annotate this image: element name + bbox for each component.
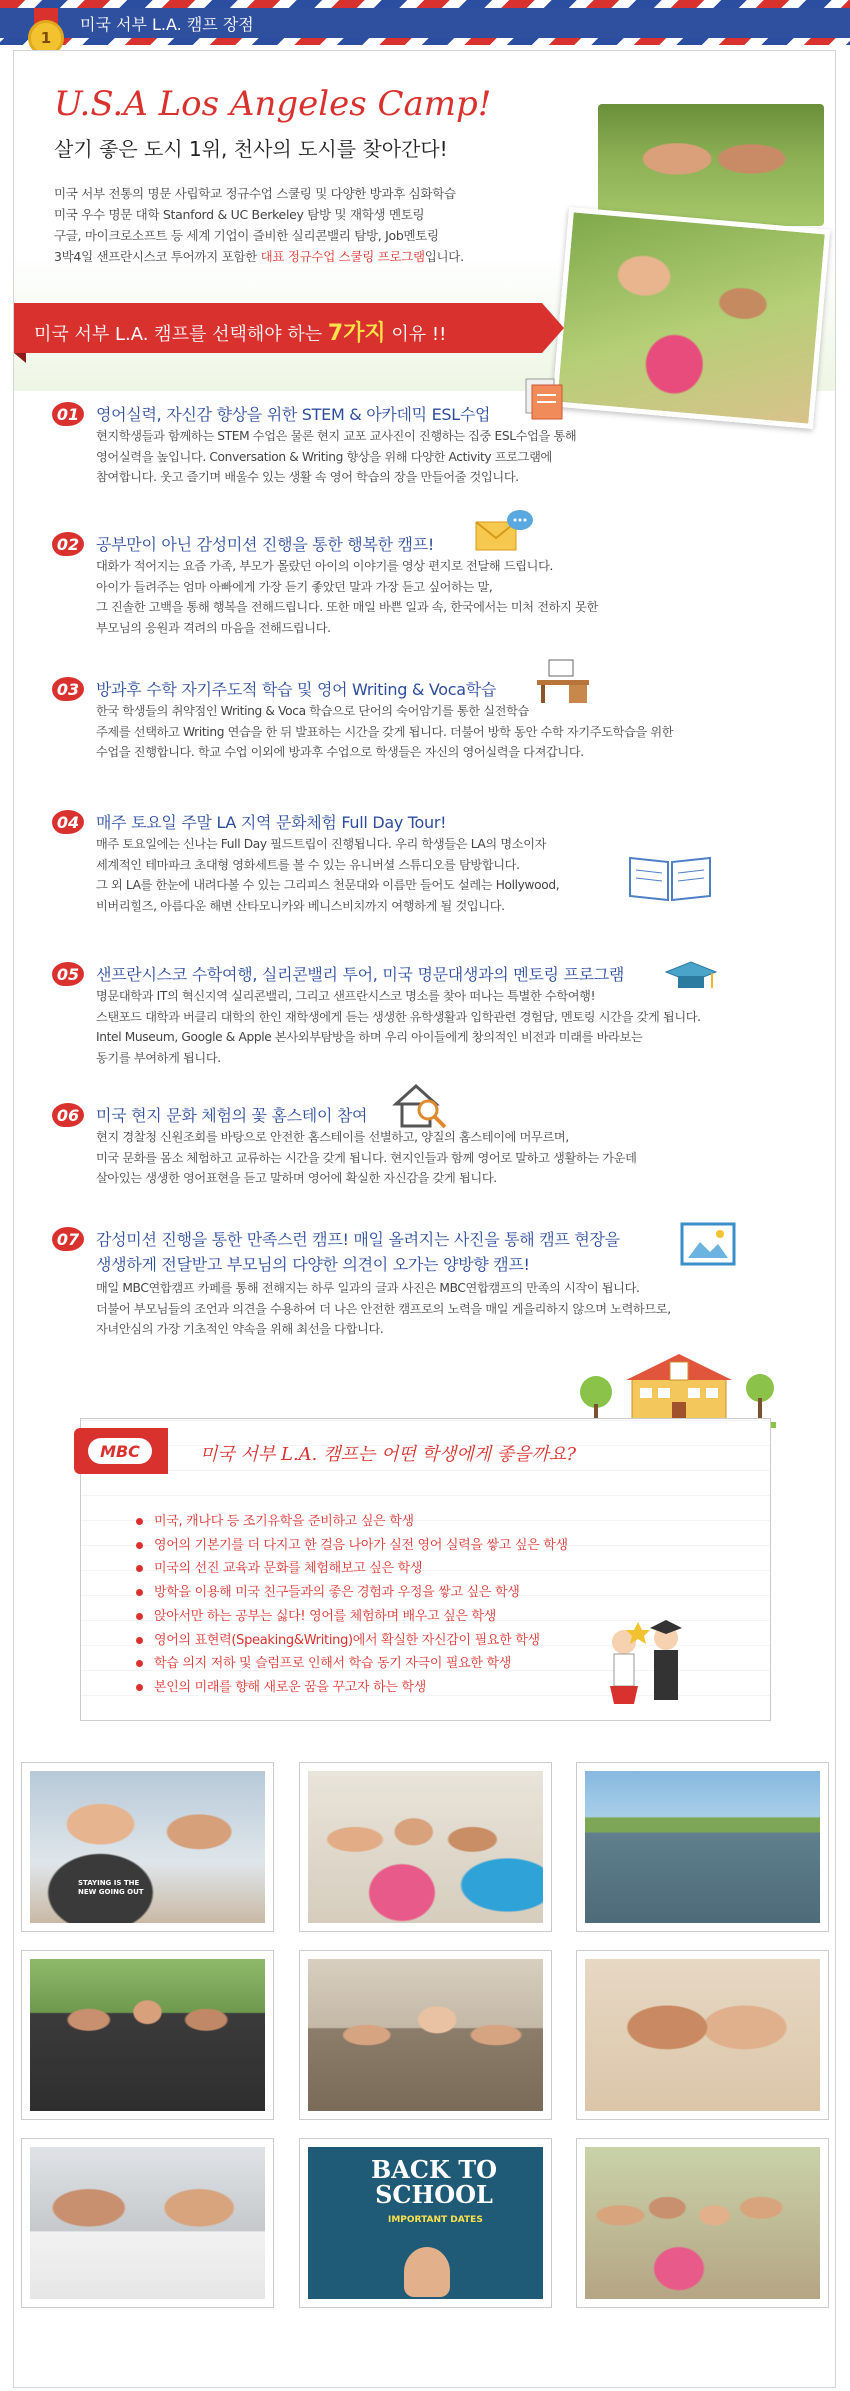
banner-text: 미국 서부 L.A. 캠프를 선택해야 하는 7가지 이유 !! bbox=[34, 321, 447, 346]
gallery-photo bbox=[21, 2138, 274, 2308]
shirt-text: STAYING IS THE NEW GOING OUT bbox=[78, 1879, 144, 1896]
reason-title: 샌프란시스코 수학여행, 실리콘밸리 투어, 미국 명문대생과의 멘토링 프로그램 bbox=[96, 965, 625, 984]
hero-intro bbox=[54, 183, 574, 267]
reason-line: 수업을 진행합니다. 학교 수업 이외에 방과후 수업으로 학생들은 자신의 영어실력을 다져갑니다. bbox=[96, 745, 584, 759]
banner-emphasis: 7가지 bbox=[327, 321, 386, 346]
back-to-school-text: BACK TO SCHOOL bbox=[371, 2155, 497, 2209]
photo-frame-icon bbox=[680, 1222, 740, 1276]
gallery-photo bbox=[576, 1950, 829, 2120]
list-item: 미국, 캐나다 등 조기유학을 준비하고 싶은 학생 bbox=[136, 1510, 568, 1534]
reason-line: 더불어 부모님들의 조언과 의견을 수용하여 더 나은 안전한 캠프로의 노력을 매일 게을리하지 않으며 노력하므로, bbox=[96, 1301, 671, 1316]
reason-line: 자녀안심의 가장 기초적인 약속을 위해 최선을 다합니다. bbox=[96, 1322, 384, 1336]
reason-line: 참여합니다. 웃고 즐기며 배울수 있는 생활 속 영어 학습의 장을 만들어줄 것입니다. bbox=[96, 470, 519, 484]
gallery-photo bbox=[576, 1762, 829, 1932]
reason-title: 미국 현지 문화 체험의 꽃 홈스테이 참여 bbox=[96, 1106, 368, 1125]
list-item: 앉아서만 하는 공부는 싫다! 영어를 체험하며 배우고 싶은 학생 bbox=[136, 1605, 568, 1629]
reason-line: 아이가 들려주는 엄마 아빠에게 가장 듣기 좋았던 말과 가장 듣고 싶어하는 말, bbox=[96, 579, 493, 594]
open-book-icon bbox=[626, 848, 714, 904]
reason-line: 그 외 LA를 한눈에 내려다볼 수 있는 그리피스 천문대와 이름만 들어도 설레는 Hollywood, bbox=[96, 878, 560, 892]
reason-number: 05 bbox=[52, 962, 84, 986]
reason-line: 현지학생들과 함께하는 STEM 수업은 물론 현지 교포 교사진이 진행하는 집중 ESL수업을 통해 bbox=[96, 429, 577, 443]
reason-number: 02 bbox=[52, 532, 84, 556]
hero-photo-girls bbox=[598, 104, 824, 226]
reason-line: 그 진솔한 고백을 통해 행복을 전해드립니다. 또한 매일 바쁜 일과 속, 한국에서는 미처 전하지 못한 bbox=[96, 600, 598, 614]
reason-title-second-line: 생생하게 전달받고 부모님의 다양한 의견이 오가는 양방향 캠프! bbox=[96, 1255, 530, 1274]
reason-number: 03 bbox=[52, 677, 84, 701]
reason-line: Intel Museum, Google & Apple 본사외부탐방을 하며 우리 아이들에게 창의적인 비전과 미래를 바라보는 bbox=[96, 1030, 643, 1044]
reason-number: 04 bbox=[52, 810, 84, 834]
badge-number: 1 bbox=[28, 20, 64, 56]
reason-line: 대화가 적어지는 요즘 가족, 부모가 몰랐던 아이의 이야기를 영상 편지로 전달해 드립니다. bbox=[96, 559, 554, 573]
hero-photo-students bbox=[552, 207, 830, 429]
list-item: 미국의 선진 교육과 문화를 체험해보고 싶은 학생 bbox=[136, 1557, 568, 1581]
target-question: 미국 서부 L.A. 캠프는 어떤 학생에게 좋을까요? bbox=[200, 1444, 576, 1465]
hero-subheadline: 살기 좋은 도시 1위, 천사의 도시를 찾아간다! bbox=[54, 137, 448, 161]
reason-title: 감성미션 진행을 통한 만족스런 캠프! 매일 올려지는 사진을 통해 캠프 현장을 bbox=[96, 1230, 620, 1249]
reason-line: 영어실력을 높입니다. Conversation & Writing 향상을 위해 다양한 Activity 프로그램에 bbox=[96, 449, 552, 464]
hero-headline: U.S.A Los Angeles Camp! bbox=[54, 84, 492, 124]
school-illustration bbox=[576, 1348, 776, 1428]
reason-line: 한국 학생들의 취약점인 Writing & Voca 학습으로 단어의 숙어암기를 통한 실전학습 bbox=[96, 704, 529, 718]
reason-number: 07 bbox=[52, 1227, 84, 1251]
section-title: 미국 서부 L.A. 캠프 장점 bbox=[80, 15, 254, 34]
reason-line: 살아있는 생생한 영어표현을 듣고 말하며 영어에 확실한 자신감을 갖게 됩니다. bbox=[96, 1171, 497, 1185]
gallery-photo bbox=[576, 2138, 829, 2308]
reason-line: 스탠포드 대학과 버클리 대학의 한인 재학생에게 듣는 생생한 유학생활과 입학관련 경험담, 멘토링 시간을 갖게 됩니다. bbox=[96, 1009, 701, 1024]
list-item: 학습 의지 저하 및 슬럼프로 인해서 학습 동기 자극이 필요한 학생 bbox=[136, 1652, 568, 1676]
reason-number: 01 bbox=[52, 402, 84, 426]
list-item: 본인의 미래를 향해 새로운 꿈을 꾸고자 하는 학생 bbox=[136, 1676, 568, 1700]
graduation-cap-icon bbox=[662, 958, 720, 998]
reason-title: 공부만이 아닌 감성미션 진행을 통한 행복한 캠프! bbox=[96, 535, 434, 554]
reason-line: 매일 MBC연합캠프 카페를 통해 전해지는 하루 일과의 글과 사진은 MBC연합캠프의 만족의 시작이 됩니다. bbox=[96, 1281, 640, 1295]
gallery-photo bbox=[299, 2138, 552, 2308]
reason-line: 미국 문화를 몸소 체험하고 교류하는 시간을 갖게 됩니다. 현지인들과 함께 영어로 말하고 생활하는 가운데 bbox=[96, 1150, 637, 1165]
reason-line: 세계적인 테마파크 초대형 영화세트를 볼 수 있는 유니버셜 스튜디오를 탐방합니다. bbox=[96, 857, 520, 872]
intro-line: 구글, 마이크로소프트 등 세계 기업이 즐비한 실리콘밸리 탐방, Job멘토링 bbox=[54, 228, 439, 243]
reason-title: 영어실력, 자신감 향상을 위한 STEM & 아카데믹 ESL수업 bbox=[96, 405, 491, 424]
books-icon bbox=[520, 375, 568, 423]
intro-line: 미국 서부 전통의 명문 사립학교 정규수업 스쿨링 및 다양한 방과후 심화학습 bbox=[54, 186, 456, 201]
gallery-photo bbox=[21, 1762, 274, 1932]
reason-title: 매주 토요일 주말 LA 지역 문화체험 Full Day Tour! bbox=[96, 813, 447, 832]
reason-line: 주제를 선택하고 Writing 연습을 한 뒤 발표하는 시간을 갖게 됩니다. 더불어 방학 동안 수학 자기주도학습을 위한 bbox=[96, 724, 674, 739]
reason-line: 명문대학과 IT의 혁신지역 실리콘밸리, 그리고 샌프란시스코 명소를 찾아 떠나는 특별한 수학여행! bbox=[96, 989, 596, 1003]
graduates-illustration bbox=[598, 1612, 694, 1712]
desk-icon bbox=[535, 658, 591, 704]
reason-line: 현지 경찰청 신원조회를 바탕으로 안전한 홈스테이를 선별하고, 양질의 홈스테이에 머무르며, bbox=[96, 1130, 569, 1144]
reasons-banner bbox=[14, 303, 542, 353]
house-search-icon bbox=[390, 1078, 450, 1134]
list-item: 영어의 기본기를 더 다지고 한 걸음 나아가 실전 영어 실력을 쌓고 싶은 학생 bbox=[136, 1534, 568, 1558]
intro-highlight: 대표 정규수업 스쿨링 프로그램 bbox=[260, 249, 425, 264]
intro-line: 미국 우수 명문 대학 Stanford & UC Berkeley 탐방 및 재학생 멘토링 bbox=[54, 207, 425, 222]
envelope-icon bbox=[472, 508, 536, 554]
reason-number: 06 bbox=[52, 1103, 84, 1127]
reason-line: 비버리힐즈, 아름다운 해변 산타모니카와 베니스비치까지 여행하게 될 것입니다. bbox=[96, 898, 505, 913]
reason-line: 동기를 부여하게 됩니다. bbox=[96, 1050, 221, 1065]
important-dates-text: IMPORTANT DATES bbox=[388, 2215, 483, 2225]
gallery-photo bbox=[299, 1950, 552, 2120]
reason-line: 부모님의 응원과 격려의 마음을 전해드립니다. bbox=[96, 620, 331, 635]
intro-line-last: 3박4일 샌프란시스코 투어까지 포함한 대표 정규수업 스쿨링 프로그램입니다. bbox=[54, 249, 464, 264]
mbc-logo: MBC bbox=[88, 1438, 152, 1464]
reason-line: 매주 토요일에는 신나는 Full Day 필드트립이 진행됩니다. 우리 학생들은 LA의 명소이자 bbox=[96, 837, 547, 851]
list-item: 방학을 이용해 미국 친구들과의 좋은 경험과 우정을 쌓고 싶은 학생 bbox=[136, 1581, 568, 1605]
gallery-photo bbox=[299, 1762, 552, 1932]
reason-title: 방과후 수학 자기주도적 학습 및 영어 Writing & Voca학습 bbox=[96, 680, 497, 699]
list-item: 영어의 표현력(Speaking&Writing)에서 확실한 자신감이 필요한 학생 bbox=[136, 1629, 568, 1653]
target-list bbox=[136, 1510, 568, 1700]
gallery-photo bbox=[21, 1950, 274, 2120]
